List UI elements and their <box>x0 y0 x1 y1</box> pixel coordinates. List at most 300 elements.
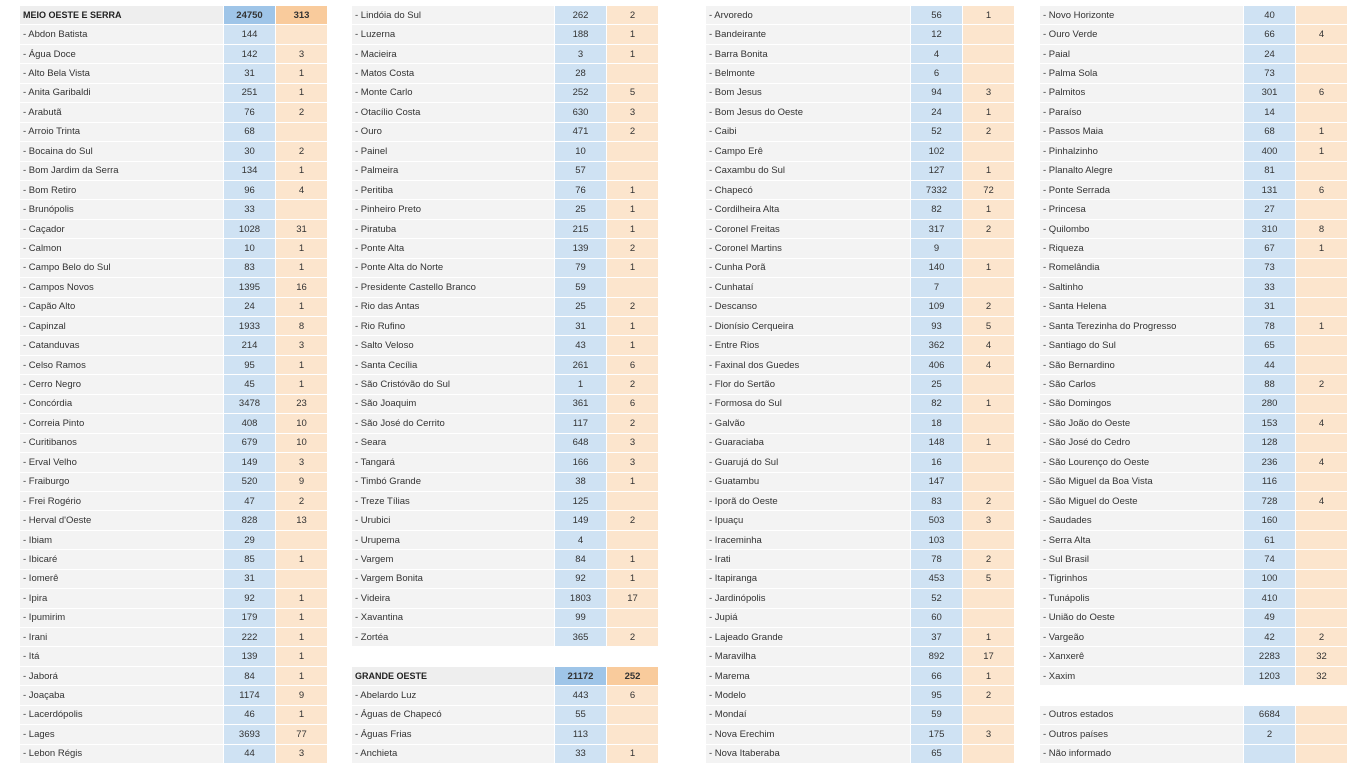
deaths-count: 1 <box>962 667 1014 686</box>
municipality-name: - Peritiba <box>352 181 554 200</box>
deaths-count: 1 <box>275 239 327 258</box>
table-row <box>1040 84 1347 103</box>
municipality-name: - Iraceminha <box>706 531 910 550</box>
deaths-count <box>962 45 1014 64</box>
municipality-name: - Videira <box>352 589 554 608</box>
deaths-count: 32 <box>1295 667 1347 686</box>
municipality-name: - Santa Cecília <box>352 356 554 375</box>
deaths-count: 72 <box>962 181 1014 200</box>
deaths-count: 1 <box>275 356 327 375</box>
cases-count: 60 <box>910 609 962 628</box>
deaths-count: 1 <box>962 395 1014 414</box>
deaths-count: 2 <box>1295 628 1347 647</box>
deaths-count: 10 <box>275 414 327 433</box>
deaths-count <box>1295 745 1347 764</box>
table-row <box>706 375 1014 394</box>
deaths-count <box>1295 103 1347 122</box>
municipality-name: - Paraíso <box>1040 103 1243 122</box>
deaths-count: 1 <box>275 667 327 686</box>
cases-count: 188 <box>554 25 606 44</box>
table-row <box>706 434 1014 453</box>
table-row <box>352 103 658 122</box>
cases-count: 79 <box>554 259 606 278</box>
cases-count: 93 <box>910 317 962 336</box>
municipality-name: - São Lourenço do Oeste <box>1040 453 1243 472</box>
table-row <box>20 142 327 161</box>
municipality-name: - Pinheiro Preto <box>352 200 554 219</box>
municipality-name: - Palmeira <box>352 162 554 181</box>
municipality-name: - Alto Bela Vista <box>20 64 223 83</box>
column-1 <box>20 6 327 764</box>
deaths-count: 2 <box>962 686 1014 705</box>
municipality-name: - Correia Pinto <box>20 414 223 433</box>
deaths-count <box>1295 434 1347 453</box>
cases-count: 43 <box>554 336 606 355</box>
deaths-count <box>606 725 658 744</box>
deaths-count: 1 <box>1295 239 1347 258</box>
deaths-count: 4 <box>962 356 1014 375</box>
deaths-count: 2 <box>606 414 658 433</box>
municipality-name: - Guarujá do Sul <box>706 453 910 472</box>
municipality-name: - Celso Ramos <box>20 356 223 375</box>
region-total-deaths: 313 <box>275 6 327 25</box>
deaths-count: 2 <box>606 123 658 142</box>
municipality-name: - Presidente Castello Branco <box>352 278 554 297</box>
deaths-count: 1 <box>962 628 1014 647</box>
municipality-name: - Não informado <box>1040 745 1243 764</box>
table-row <box>1040 336 1347 355</box>
municipality-name: - Concórdia <box>20 395 223 414</box>
table-row <box>20 162 327 181</box>
table-row <box>706 745 1014 764</box>
municipality-name: - Urupema <box>352 531 554 550</box>
cases-count: 301 <box>1243 84 1295 103</box>
deaths-count: 1 <box>606 550 658 569</box>
municipality-name: - Lindóia do Sul <box>352 6 554 25</box>
table-row <box>20 453 327 472</box>
municipality-name: - Macieira <box>352 45 554 64</box>
municipality-name: - Mondaí <box>706 706 910 725</box>
deaths-count: 4 <box>962 336 1014 355</box>
municipality-name: - Bom Jardim da Serra <box>20 162 223 181</box>
deaths-count: 1 <box>606 25 658 44</box>
table-row <box>352 6 658 25</box>
deaths-count: 1 <box>275 550 327 569</box>
table-row <box>706 239 1014 258</box>
cases-count: 59 <box>554 278 606 297</box>
deaths-count: 2 <box>606 239 658 258</box>
municipality-name: - Cordilheira Alta <box>706 200 910 219</box>
deaths-count <box>962 609 1014 628</box>
table-row <box>1040 181 1347 200</box>
cases-count: 175 <box>910 725 962 744</box>
cases-count: 76 <box>554 181 606 200</box>
table-row <box>20 550 327 569</box>
municipality-name: - Pinhalzinho <box>1040 142 1243 161</box>
table-row <box>706 706 1014 725</box>
cases-count: 148 <box>910 434 962 453</box>
municipality-name: - Águas Frias <box>352 725 554 744</box>
table-row <box>352 453 658 472</box>
region-total-deaths: 252 <box>606 667 658 686</box>
deaths-count <box>606 492 658 511</box>
municipality-name: - Santa Helena <box>1040 298 1243 317</box>
deaths-count <box>1295 589 1347 608</box>
deaths-count: 1 <box>275 375 327 394</box>
deaths-count: 1 <box>962 103 1014 122</box>
cases-count: 892 <box>910 647 962 666</box>
cases-count: 56 <box>910 6 962 25</box>
deaths-count: 2 <box>962 298 1014 317</box>
municipality-name: - São Carlos <box>1040 375 1243 394</box>
cases-count: 88 <box>1243 375 1295 394</box>
deaths-count: 1 <box>606 317 658 336</box>
municipality-name: - Campo Erê <box>706 142 910 161</box>
deaths-count: 2 <box>275 142 327 161</box>
municipality-name: - Bandeirante <box>706 25 910 44</box>
cases-count: 65 <box>910 745 962 764</box>
cases-count: 29 <box>223 531 275 550</box>
deaths-count <box>1295 45 1347 64</box>
table-row <box>352 317 658 336</box>
table-row <box>706 395 1014 414</box>
cases-count: 25 <box>554 200 606 219</box>
municipality-name: - Ouro <box>352 123 554 142</box>
deaths-count: 8 <box>1295 220 1347 239</box>
cases-count: 49 <box>1243 609 1295 628</box>
cases-count: 92 <box>554 570 606 589</box>
cases-count: 24 <box>910 103 962 122</box>
deaths-count <box>962 531 1014 550</box>
deaths-count: 1 <box>275 259 327 278</box>
table-row <box>706 686 1014 705</box>
table-row <box>20 317 327 336</box>
deaths-count: 1 <box>962 434 1014 453</box>
municipality-name: - Luzerna <box>352 25 554 44</box>
cases-count: 140 <box>910 259 962 278</box>
cases-count: 57 <box>554 162 606 181</box>
table-row <box>1040 298 1347 317</box>
cases-count: 7 <box>910 278 962 297</box>
cases-count: 16 <box>910 453 962 472</box>
deaths-count <box>962 706 1014 725</box>
deaths-count: 8 <box>275 317 327 336</box>
table-row <box>706 492 1014 511</box>
municipality-name: - Arroio Trinta <box>20 123 223 142</box>
deaths-count <box>1295 278 1347 297</box>
cases-count: 166 <box>554 453 606 472</box>
municipality-name: - Brunópolis <box>20 200 223 219</box>
cases-count: 147 <box>910 473 962 492</box>
table-row <box>20 220 327 239</box>
municipality-name: - Timbó Grande <box>352 473 554 492</box>
municipality-name: - Lebon Régis <box>20 745 223 764</box>
cases-count: 149 <box>554 511 606 530</box>
table-row <box>352 259 658 278</box>
cases-count: 3693 <box>223 725 275 744</box>
table-row <box>20 686 327 705</box>
deaths-count <box>962 142 1014 161</box>
deaths-count: 1 <box>1295 123 1347 142</box>
deaths-count <box>1295 511 1347 530</box>
municipality-name: - Ponte Alta <box>352 239 554 258</box>
cases-count: 1174 <box>223 686 275 705</box>
cases-count: 125 <box>554 492 606 511</box>
cases-count: 10 <box>223 239 275 258</box>
cases-count: 85 <box>223 550 275 569</box>
municipality-name: - Galvão <box>706 414 910 433</box>
cases-count: 222 <box>223 628 275 647</box>
region-total-cases: 21172 <box>554 667 606 686</box>
municipality-name: - Xaxim <box>1040 667 1243 686</box>
cases-count: 109 <box>910 298 962 317</box>
deaths-count <box>1295 706 1347 725</box>
table-row <box>1040 667 1347 686</box>
cases-count: 1395 <box>223 278 275 297</box>
municipality-name: - Jaborá <box>20 667 223 686</box>
deaths-count <box>275 570 327 589</box>
table-row <box>352 473 658 492</box>
deaths-count: 1 <box>606 220 658 239</box>
deaths-count: 1 <box>606 181 658 200</box>
table-row <box>20 103 327 122</box>
region-header-row <box>352 667 658 686</box>
municipality-name: - Coronel Martins <box>706 239 910 258</box>
table-row <box>352 550 658 569</box>
municipality-name: - São José do Cerrito <box>352 414 554 433</box>
table-row <box>1040 706 1347 725</box>
table-row <box>20 239 327 258</box>
cases-count: 179 <box>223 609 275 628</box>
cases-count: 252 <box>554 84 606 103</box>
table-row <box>20 45 327 64</box>
municipality-name: - Campos Novos <box>20 278 223 297</box>
deaths-count <box>606 64 658 83</box>
deaths-count: 1 <box>275 706 327 725</box>
municipality-name: - Seara <box>352 434 554 453</box>
municipality-name: - Caxambu do Sul <box>706 162 910 181</box>
municipality-name: - Modelo <box>706 686 910 705</box>
cases-count: 30 <box>223 142 275 161</box>
deaths-count: 1 <box>275 609 327 628</box>
table-row <box>1040 589 1347 608</box>
municipality-name: - Águas de Chapecó <box>352 706 554 725</box>
table-row <box>352 706 658 725</box>
municipality-name: - Bocaina do Sul <box>20 142 223 161</box>
municipality-name: - São Miguel do Oeste <box>1040 492 1243 511</box>
deaths-count <box>962 745 1014 764</box>
municipality-name: - Outros países <box>1040 725 1243 744</box>
cases-count: 74 <box>1243 550 1295 569</box>
deaths-count <box>1295 473 1347 492</box>
table-row <box>706 317 1014 336</box>
municipality-name: - Água Doce <box>20 45 223 64</box>
deaths-count <box>1295 6 1347 25</box>
deaths-count: 6 <box>606 395 658 414</box>
cases-count: 361 <box>554 395 606 414</box>
table-row <box>352 609 658 628</box>
municipality-name: - Novo Horizonte <box>1040 6 1243 25</box>
deaths-count <box>275 123 327 142</box>
deaths-count: 1 <box>606 259 658 278</box>
municipality-name: - Treze Tílias <box>352 492 554 511</box>
municipality-name: - Santiago do Sul <box>1040 336 1243 355</box>
table-row <box>1040 395 1347 414</box>
cases-count: 95 <box>223 356 275 375</box>
column-3 <box>706 6 1014 764</box>
deaths-count <box>606 706 658 725</box>
cases-count: 33 <box>223 200 275 219</box>
cases-count: 76 <box>223 103 275 122</box>
deaths-count: 3 <box>962 725 1014 744</box>
cases-count: 139 <box>223 647 275 666</box>
cases-count: 68 <box>223 123 275 142</box>
municipality-name: - Flor do Sertão <box>706 375 910 394</box>
table-row <box>1040 725 1347 744</box>
municipality-name: - Romelândia <box>1040 259 1243 278</box>
table-row <box>352 570 658 589</box>
deaths-count: 6 <box>606 686 658 705</box>
municipality-name: - Guaraciaba <box>706 434 910 453</box>
cases-count: 68 <box>1243 123 1295 142</box>
table-row <box>20 628 327 647</box>
table-row <box>706 570 1014 589</box>
table-row <box>20 395 327 414</box>
cases-count: 66 <box>1243 25 1295 44</box>
municipality-name: - Tangará <box>352 453 554 472</box>
cases-count: 10 <box>554 142 606 161</box>
municipality-name: - São Cristóvão do Sul <box>352 375 554 394</box>
cases-count: 83 <box>223 259 275 278</box>
table-row <box>706 628 1014 647</box>
deaths-count <box>275 25 327 44</box>
municipality-name: - Ipumirim <box>20 609 223 628</box>
municipality-name: - Iomerê <box>20 570 223 589</box>
municipality-name: - São Bernardino <box>1040 356 1243 375</box>
deaths-count: 5 <box>606 84 658 103</box>
cases-count: 44 <box>1243 356 1295 375</box>
deaths-count: 1 <box>275 84 327 103</box>
table-row <box>352 200 658 219</box>
cases-count: 95 <box>910 686 962 705</box>
deaths-count <box>962 473 1014 492</box>
municipality-name: - Abelardo Luz <box>352 686 554 705</box>
municipality-name: - Catanduvas <box>20 336 223 355</box>
cases-count: 144 <box>223 25 275 44</box>
table-row <box>706 414 1014 433</box>
table-row <box>352 589 658 608</box>
municipality-name: - Xanxerê <box>1040 647 1243 666</box>
deaths-count: 2 <box>275 103 327 122</box>
municipality-name: - Arvoredo <box>706 6 910 25</box>
municipality-name: - Herval d'Oeste <box>20 511 223 530</box>
municipality-name: - Ponte Alta do Norte <box>352 259 554 278</box>
table-row <box>706 45 1014 64</box>
municipality-name: - Vargem <box>352 550 554 569</box>
cases-count: 443 <box>554 686 606 705</box>
deaths-count <box>962 278 1014 297</box>
deaths-count: 3 <box>606 453 658 472</box>
table-row <box>706 336 1014 355</box>
table-row <box>352 725 658 744</box>
cases-count: 18 <box>910 414 962 433</box>
table-row <box>1040 142 1347 161</box>
deaths-count <box>1295 725 1347 744</box>
municipality-name: - Vargem Bonita <box>352 570 554 589</box>
cases-count: 31 <box>554 317 606 336</box>
municipality-name: - Barra Bonita <box>706 45 910 64</box>
cases-count: 160 <box>1243 511 1295 530</box>
table-row <box>20 181 327 200</box>
table-row <box>1040 492 1347 511</box>
municipality-name: - Jardinópolis <box>706 589 910 608</box>
table-row <box>20 278 327 297</box>
cases-count: 100 <box>1243 570 1295 589</box>
cases-count: 139 <box>554 239 606 258</box>
table-row <box>1040 414 1347 433</box>
cases-count: 113 <box>554 725 606 744</box>
cases-count: 128 <box>1243 434 1295 453</box>
cases-count: 362 <box>910 336 962 355</box>
deaths-count: 1 <box>962 6 1014 25</box>
deaths-count: 1 <box>275 64 327 83</box>
cases-count: 117 <box>554 414 606 433</box>
cases-count: 14 <box>1243 103 1295 122</box>
municipality-name: - Ipuaçu <box>706 511 910 530</box>
deaths-count <box>962 25 1014 44</box>
cases-count: 400 <box>1243 142 1295 161</box>
municipality-name: - Jupiá <box>706 609 910 628</box>
deaths-count <box>1295 64 1347 83</box>
cases-count: 65 <box>1243 336 1295 355</box>
table-row <box>1040 511 1347 530</box>
cases-count: 4 <box>910 45 962 64</box>
deaths-count <box>275 200 327 219</box>
cases-count: 679 <box>223 434 275 453</box>
municipality-name: - Bom Jesus do Oeste <box>706 103 910 122</box>
deaths-count <box>962 239 1014 258</box>
table-row <box>706 142 1014 161</box>
cases-count: 37 <box>910 628 962 647</box>
deaths-count: 10 <box>275 434 327 453</box>
cases-count: 6684 <box>1243 706 1295 725</box>
municipality-name: - Nova Itaberaba <box>706 745 910 764</box>
municipality-name: - Nova Erechim <box>706 725 910 744</box>
municipality-name: - Ibicaré <box>20 550 223 569</box>
cases-count: 453 <box>910 570 962 589</box>
cases-count: 2283 <box>1243 647 1295 666</box>
deaths-count <box>1295 336 1347 355</box>
table-row <box>20 25 327 44</box>
municipality-name: - Zortéa <box>352 628 554 647</box>
cases-count: 94 <box>910 84 962 103</box>
table-row <box>1040 647 1347 666</box>
deaths-count: 1 <box>275 628 327 647</box>
municipality-name: - Ibiam <box>20 531 223 550</box>
deaths-count: 13 <box>275 511 327 530</box>
table-row <box>352 434 658 453</box>
cases-count: 31 <box>1243 298 1295 317</box>
deaths-count: 3 <box>606 103 658 122</box>
cases-count: 214 <box>223 336 275 355</box>
deaths-count: 1 <box>606 200 658 219</box>
deaths-count: 1 <box>962 162 1014 181</box>
table-row <box>1040 317 1347 336</box>
table-row <box>706 25 1014 44</box>
table-row <box>706 453 1014 472</box>
table-row <box>20 84 327 103</box>
municipality-name: - Matos Costa <box>352 64 554 83</box>
